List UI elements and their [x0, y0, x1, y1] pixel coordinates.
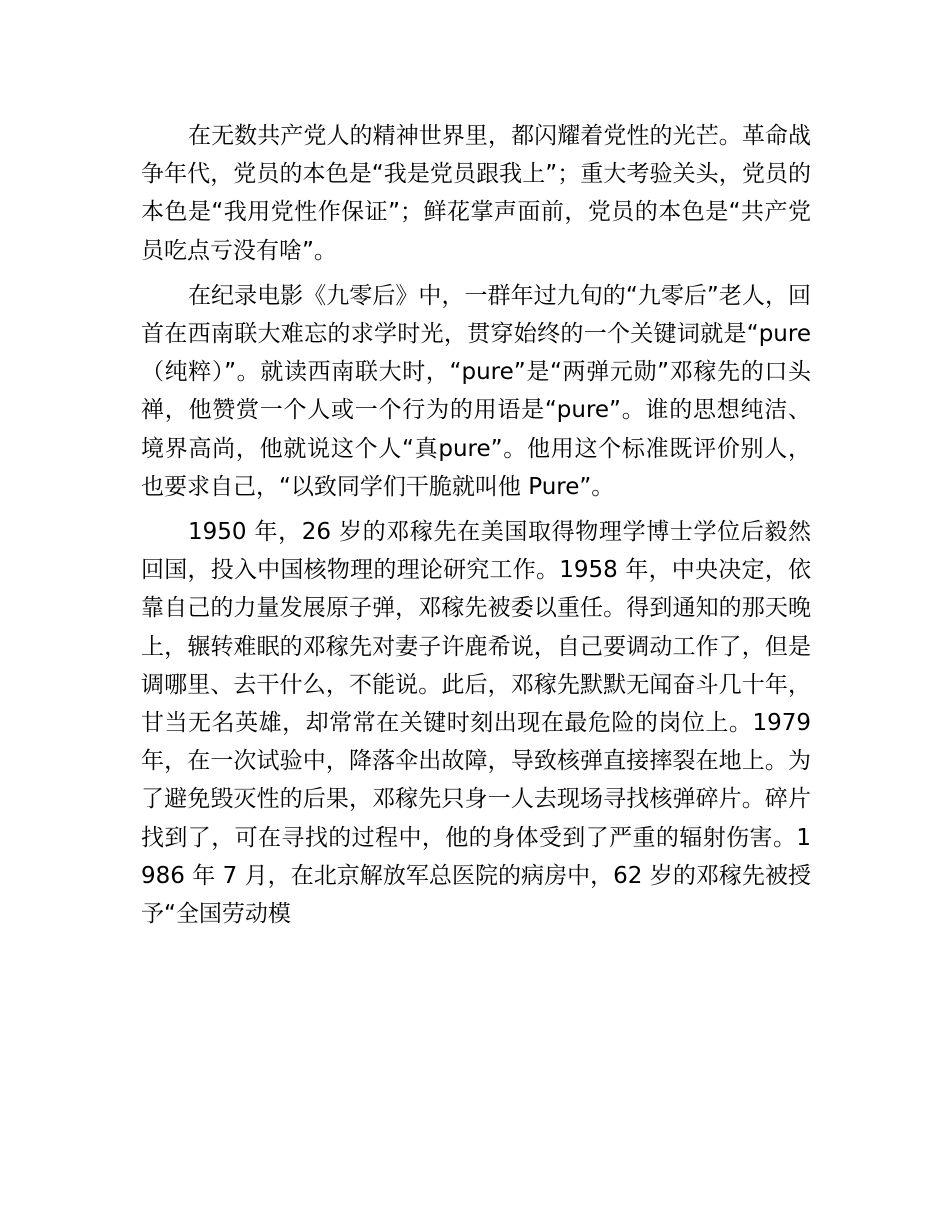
document-page — [141, 117, 811, 940]
paragraph-3: 1950 年，26 岁的邓稼先在美国取得物理学博士学位后毅然回国，投入中国核物理的理论研究工作。1958 年，中央决定，依靠自己的力量发展原子弹，邓稼先被委以重任。得到通知的那天晚上，辗转难眠的邓稼先对妻子许鹿希说，自己要调动工作了，但是调哪里、去干什么，不能说。此后，邓稼先默默无闻奋斗几十年，甘当无名英雄，却常常在关键时刻出现在最危险的岗位上。1979 年，在一次试验中，降落伞出故障，导致核弹直接摔裂在地上。为了避免毁灭性的后果，邓稼先只身一人去现场寻找核弹碎片。碎片找到了，可在寻找的过程中，他的身体受到了严重的辐射伤害。1986 年 7 月，在北京解放军总医院的病房中，62 岁的邓稼先被授予“全国劳动模 — [141, 519, 811, 928]
paragraph-2: 在纪录电影《九零后》中，一群年过九旬的“九零后”老人，回首在西南联大难忘的求学时光，贯穿始终的一个关键词就是“pure（纯粹）”。就读西南联大时，“pure”是“两弹元勋”邓稼先的口头禅，他赞赏一个人或一个行为的用语是“pure”。谁的思想纯洁、境界高尚，他就说这个人“真pure”。他用这个标准既评价别人，也要求自己，“以致同学们干脆就叫他 Pure”。 — [141, 282, 811, 500]
paragraph-1: 在无数共产党人的精神世界里，都闪耀着党性的光芒。革命战争年代，党员的本色是“我是党员跟我上”；重大考验关头，党员的本色是“我用党性作保证”；鲜花掌声面前，党员的本色是“共产党员吃点亏没有啥”。 — [141, 123, 811, 264]
